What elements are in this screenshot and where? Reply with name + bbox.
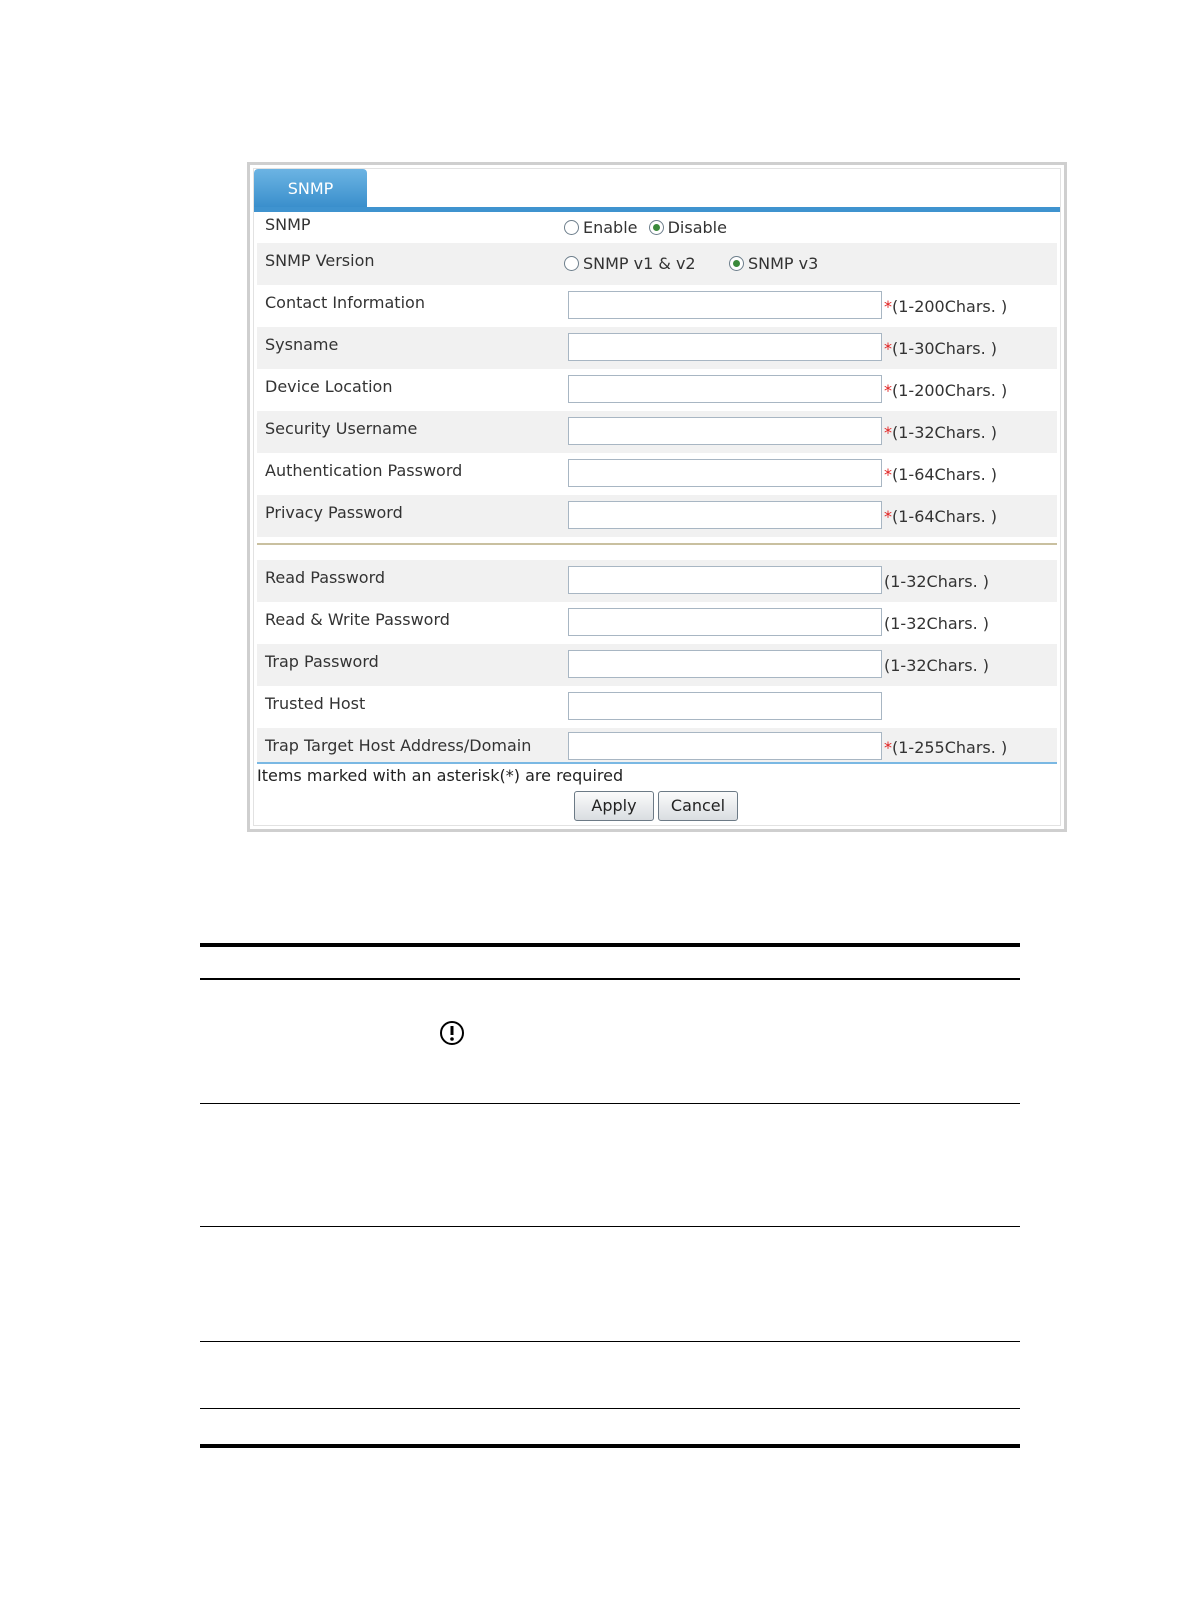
trap-password-hint: (1-32Chars. ) — [884, 656, 989, 675]
required-star: * — [884, 465, 892, 484]
security-username-hint-text: (1-32Chars. ) — [892, 423, 997, 442]
row-location — [257, 369, 1057, 411]
rw-password-input[interactable] — [568, 608, 882, 636]
row-security-username — [257, 411, 1057, 453]
read-password-label: Read Password — [265, 568, 386, 587]
table-row-rule — [200, 1226, 1020, 1227]
required-star: * — [884, 507, 892, 526]
sysname-hint-text: (1-30Chars. ) — [892, 339, 997, 358]
version-radio-v3-group — [729, 243, 818, 285]
auth-password-input[interactable] — [568, 459, 882, 487]
table-bottom-rule — [200, 1444, 1020, 1448]
row-trap-password — [257, 644, 1057, 686]
required-star: * — [884, 423, 892, 442]
snmp-label: SNMP — [265, 215, 311, 234]
contact-hint-text: (1-200Chars. ) — [892, 297, 1008, 316]
required-note: Items marked with an asterisk(*) are required — [257, 766, 624, 785]
privacy-password-input[interactable] — [568, 501, 882, 529]
location-input[interactable] — [568, 375, 882, 403]
sysname-input[interactable] — [568, 333, 882, 361]
auth-password-hint-text: (1-64Chars. ) — [892, 465, 997, 484]
table-header-rule — [200, 978, 1020, 980]
required-star: * — [884, 339, 892, 358]
contact-input[interactable] — [568, 291, 882, 319]
row-trusted-host — [257, 686, 1057, 728]
trap-target-hint-text: (1-255Chars. ) — [892, 738, 1008, 757]
sysname-label: Sysname — [265, 335, 339, 354]
trap-target-hint — [884, 734, 1007, 762]
required-star: * — [884, 738, 892, 757]
important-icon — [439, 1020, 465, 1046]
trusted-host-label: Trusted Host — [265, 694, 366, 713]
trap-password-label: Trap Password — [265, 652, 379, 671]
read-password-hint: (1-32Chars. ) — [884, 572, 989, 591]
security-username-input[interactable] — [568, 417, 882, 445]
sysname-hint — [884, 335, 997, 363]
security-username-hint — [884, 419, 997, 447]
tab-snmp[interactable]: SNMP — [254, 169, 367, 207]
row-auth-password — [257, 453, 1057, 495]
contact-hint — [884, 293, 1007, 321]
contact-label: Contact Information — [265, 293, 425, 312]
snmp-v1v2-radio[interactable] — [564, 256, 579, 271]
trap-target-input[interactable] — [568, 732, 882, 760]
trap-target-label: Trap Target Host Address/Domain — [265, 736, 532, 755]
row-trap-target — [257, 728, 1057, 762]
snmp-version-label: SNMP Version — [265, 251, 375, 270]
disable-radio[interactable] — [649, 220, 664, 235]
auth-password-hint — [884, 461, 997, 489]
rw-password-label: Read & Write Password — [265, 610, 450, 629]
auth-password-label: Authentication Password — [265, 461, 463, 480]
location-label: Device Location — [265, 377, 393, 396]
required-star: * — [884, 381, 892, 400]
privacy-password-hint-text: (1-64Chars. ) — [892, 507, 997, 526]
snmp-v3-label: SNMP v3 — [748, 254, 819, 273]
row-contact — [257, 285, 1057, 327]
trusted-host-input[interactable] — [568, 692, 882, 720]
disable-label: Disable — [667, 218, 727, 237]
row-read-password — [257, 560, 1057, 602]
read-password-input[interactable] — [568, 566, 882, 594]
location-hint-text: (1-200Chars. ) — [892, 381, 1008, 400]
row-rw-password — [257, 602, 1057, 644]
table-row-rule — [200, 1408, 1020, 1409]
table-row-rule — [200, 1341, 1020, 1342]
privacy-password-hint — [884, 503, 997, 531]
enable-radio[interactable] — [564, 220, 579, 235]
table-row-rule — [200, 1103, 1020, 1104]
row-snmp-version — [257, 243, 1057, 285]
rw-password-hint: (1-32Chars. ) — [884, 614, 989, 633]
snmp-panel — [247, 162, 1067, 832]
enable-label: Enable — [583, 218, 638, 237]
row-privacy-password — [257, 495, 1057, 537]
row-sysname — [257, 327, 1057, 369]
footer-separator — [257, 762, 1057, 764]
version-radio-v12-group — [564, 243, 696, 285]
snmp-v1v2-label: SNMP v1 & v2 — [583, 254, 696, 273]
privacy-password-label: Privacy Password — [265, 503, 403, 522]
apply-button[interactable]: Apply — [574, 791, 654, 821]
security-username-label: Security Username — [265, 419, 418, 438]
required-star: * — [884, 297, 892, 316]
location-hint — [884, 377, 1007, 405]
snmp-v3-radio[interactable] — [729, 256, 744, 271]
trap-password-input[interactable] — [568, 650, 882, 678]
table-top-rule — [200, 943, 1020, 947]
section-divider — [257, 543, 1057, 545]
cancel-button[interactable]: Cancel — [658, 791, 738, 821]
